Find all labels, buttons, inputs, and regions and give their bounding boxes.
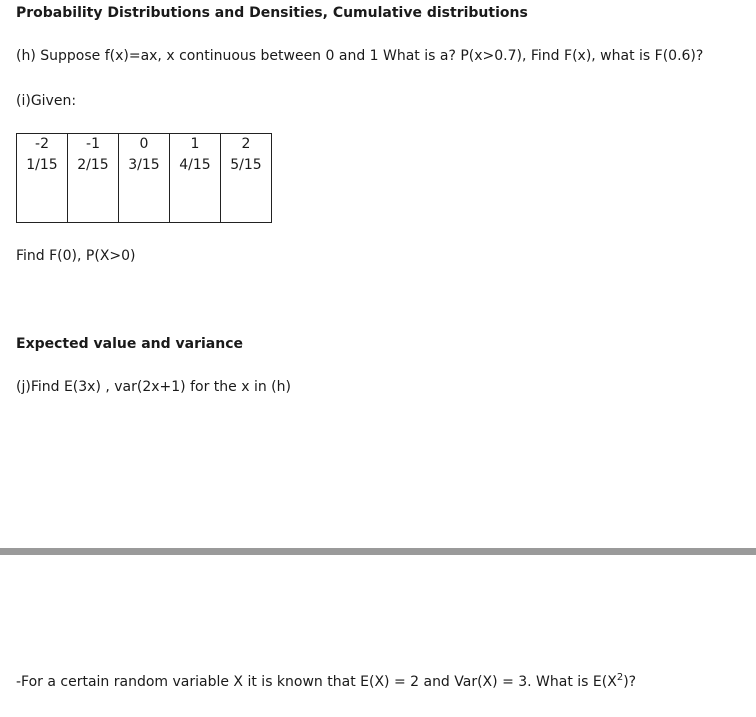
bottom-question-prefix: -For a certain random variable X it is known that E(X) = 2 and Var(X) = 3. What is E(X bbox=[16, 674, 617, 690]
bottom-question-superscript: 2 bbox=[616, 672, 624, 683]
given-label: (i)Given: bbox=[16, 93, 77, 109]
question-h: (h) Suppose f(x)=ax, x continuous between 0 and 1 What is a? P(x>0.7), Find F(x), what is F(0.6)? bbox=[16, 48, 704, 64]
table-cell-probability: 1/15 bbox=[17, 155, 68, 223]
section-title-distributions: Probability Distributions and Densities, Cumulative distributions bbox=[16, 5, 528, 21]
section-title-expected-value: Expected value and variance bbox=[16, 336, 243, 352]
table-row-probability bbox=[17, 155, 272, 223]
distribution-table bbox=[16, 133, 272, 223]
table-row-x bbox=[17, 134, 272, 156]
table-cell-probability: 3/15 bbox=[119, 155, 170, 223]
table-cell-x: -1 bbox=[68, 134, 119, 156]
table-cell-x: 2 bbox=[221, 134, 272, 156]
table-cell-x: 1 bbox=[170, 134, 221, 156]
table-cell-probability: 2/15 bbox=[68, 155, 119, 223]
table-cell-x: 0 bbox=[119, 134, 170, 156]
bottom-question-suffix: )? bbox=[623, 674, 637, 690]
section-divider bbox=[0, 548, 756, 555]
bottom-question bbox=[16, 674, 636, 690]
table-cell-probability: 4/15 bbox=[170, 155, 221, 223]
question-j: (j)Find E(3x) , var(2x+1) for the x in (h) bbox=[16, 379, 291, 395]
table-cell-x: -2 bbox=[17, 134, 68, 156]
find-f0-text: Find F(0), P(X>0) bbox=[16, 248, 136, 264]
table-cell-probability: 5/15 bbox=[221, 155, 272, 223]
